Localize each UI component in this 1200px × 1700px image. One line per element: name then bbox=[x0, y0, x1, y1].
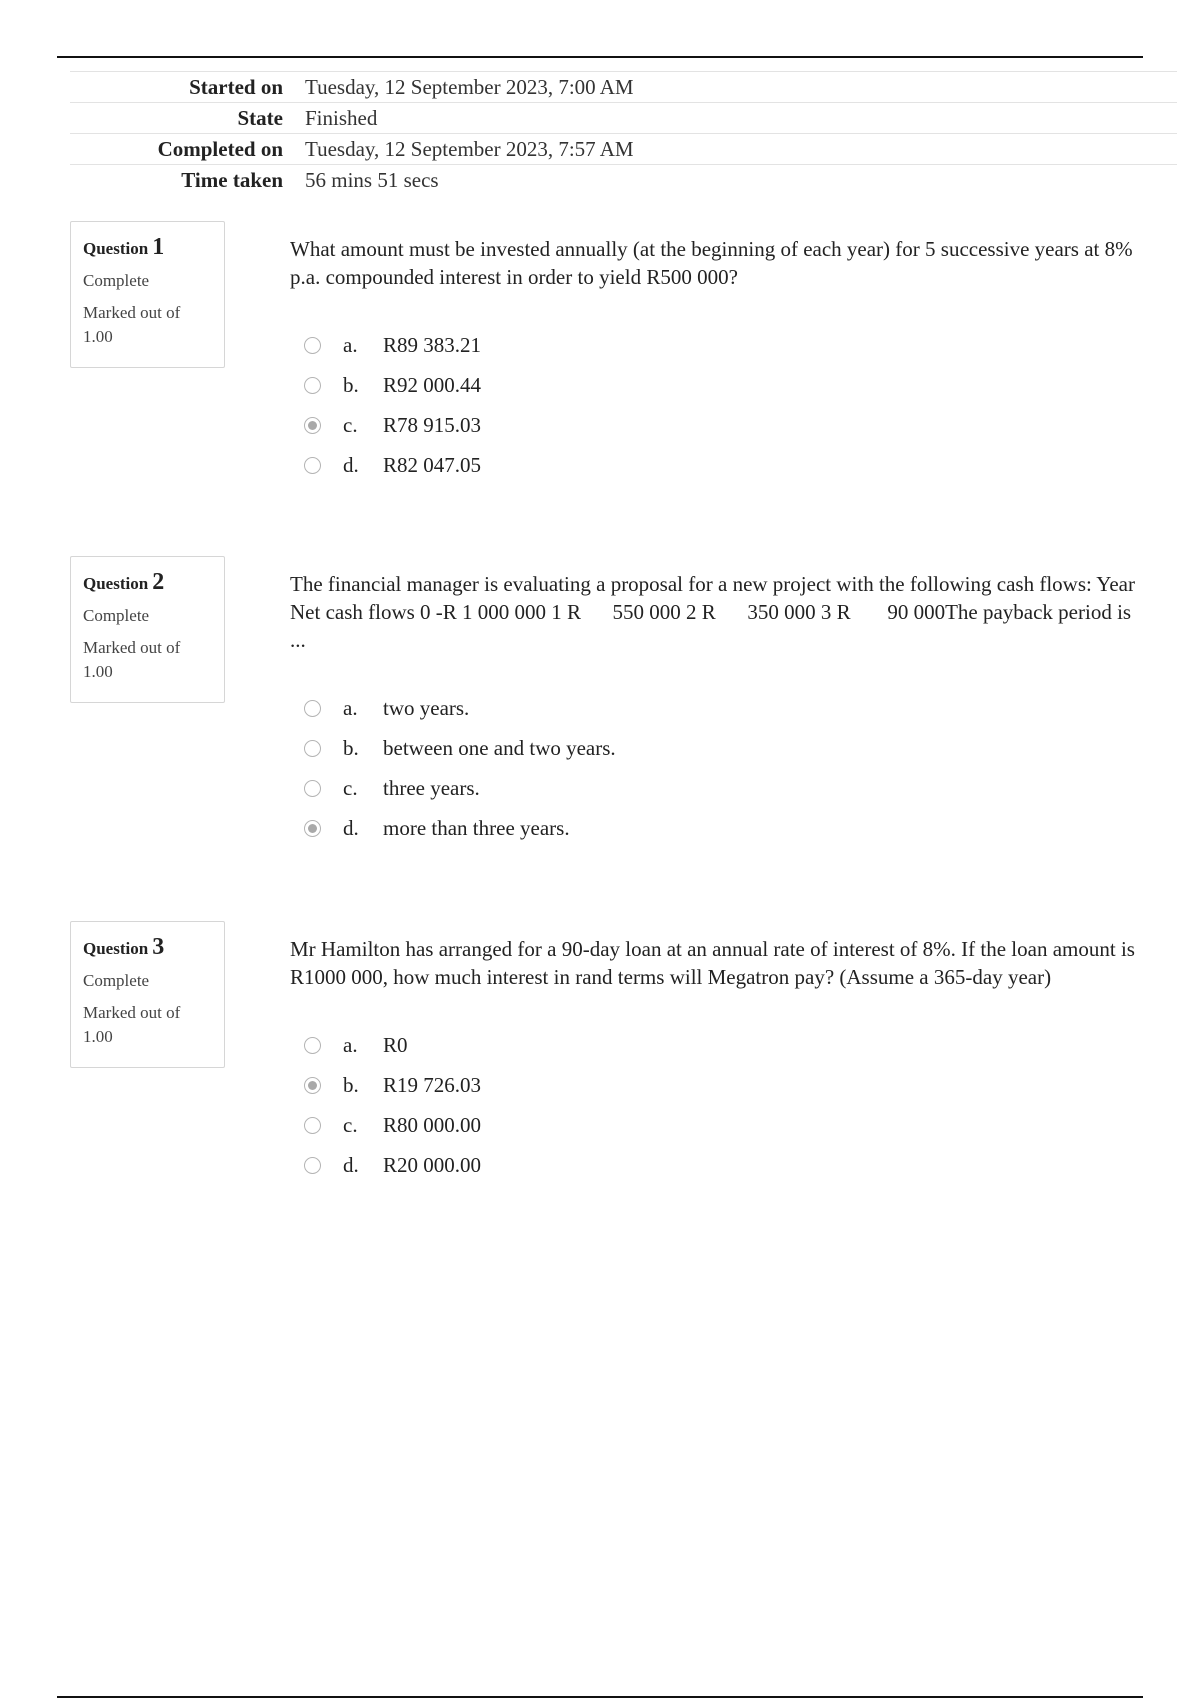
question-number bbox=[83, 934, 212, 961]
question-state: Complete bbox=[83, 271, 150, 290]
summary-value: Tuesday, 12 September 2023, 7:00 AM bbox=[305, 74, 634, 99]
question-number-value: 3 bbox=[152, 934, 165, 960]
question-label: Question bbox=[83, 574, 149, 593]
radio-button[interactable] bbox=[304, 820, 321, 837]
answer-option-d[interactable] bbox=[290, 808, 1140, 848]
answer-text: R78 915.03 bbox=[383, 412, 482, 437]
radio-button[interactable] bbox=[304, 1037, 321, 1054]
answer-letter: d. bbox=[343, 1152, 359, 1177]
answer-text: R82 047.05 bbox=[383, 452, 482, 477]
answer-text: between one and two years. bbox=[383, 735, 616, 760]
answer-letter: a. bbox=[343, 1032, 358, 1057]
question-grade: Marked out of 1.00 bbox=[83, 1003, 181, 1046]
answer-list bbox=[290, 1025, 1140, 1185]
answer-option-b[interactable] bbox=[290, 1065, 1140, 1105]
answer-letter: d. bbox=[343, 452, 359, 477]
summary-value: Finished bbox=[305, 105, 378, 130]
answer-option-d[interactable] bbox=[290, 445, 1140, 485]
summary-label: Completed on bbox=[157, 136, 283, 161]
answer-option-b[interactable] bbox=[290, 728, 1140, 768]
answer-option-a[interactable] bbox=[290, 325, 1140, 365]
answer-letter: a. bbox=[343, 695, 358, 720]
radio-button[interactable] bbox=[304, 740, 321, 757]
answer-letter: a. bbox=[343, 332, 358, 357]
summary-row-started bbox=[70, 71, 1177, 102]
summary-label: State bbox=[237, 105, 283, 130]
question-label: Question bbox=[83, 239, 149, 258]
top-rule bbox=[57, 56, 1143, 58]
radio-button[interactable] bbox=[304, 377, 321, 394]
bottom-rule bbox=[57, 1696, 1143, 1698]
question-number bbox=[83, 569, 212, 596]
answer-option-b[interactable] bbox=[290, 365, 1140, 405]
answer-letter: c. bbox=[343, 1112, 358, 1137]
answer-text: R89 383.21 bbox=[383, 332, 482, 357]
answer-text: more than three years. bbox=[383, 815, 570, 840]
question-content bbox=[290, 935, 1140, 1185]
summary-row-time-taken bbox=[70, 164, 1177, 195]
answer-list bbox=[290, 688, 1140, 848]
summary-value: Tuesday, 12 September 2023, 7:57 AM bbox=[305, 136, 634, 161]
answer-option-c[interactable] bbox=[290, 405, 1140, 445]
summary-row-completed bbox=[70, 133, 1177, 164]
summary-label: Started on bbox=[189, 74, 283, 99]
radio-button[interactable] bbox=[304, 700, 321, 717]
radio-button[interactable] bbox=[304, 457, 321, 474]
answer-letter: c. bbox=[343, 775, 358, 800]
question-info-box bbox=[70, 221, 225, 368]
question-text: What amount must be invested annually (at the beginning of each year) for 5 successive years at 8% p.a. compounded interest in order to yield R500 000? bbox=[290, 237, 1133, 289]
answer-option-a[interactable] bbox=[290, 688, 1140, 728]
question-info-box bbox=[70, 556, 225, 703]
question-info-box bbox=[70, 921, 225, 1068]
answer-option-c[interactable] bbox=[290, 768, 1140, 808]
question-grade: Marked out of 1.00 bbox=[83, 638, 181, 681]
summary-value: 56 mins 51 secs bbox=[305, 167, 439, 192]
radio-button[interactable] bbox=[304, 780, 321, 797]
answer-text: R80 000.00 bbox=[383, 1112, 482, 1137]
question-label: Question bbox=[83, 939, 149, 958]
answer-text: R0 bbox=[383, 1032, 408, 1057]
answer-text: R92 000.44 bbox=[383, 372, 482, 397]
summary-row-state bbox=[70, 102, 1177, 133]
answer-letter: b. bbox=[343, 1072, 359, 1097]
radio-button[interactable] bbox=[304, 417, 321, 434]
answer-list bbox=[290, 325, 1140, 485]
answer-option-a[interactable] bbox=[290, 1025, 1140, 1065]
radio-button[interactable] bbox=[304, 337, 321, 354]
attempt-summary-table bbox=[70, 71, 1177, 195]
question-content bbox=[290, 235, 1140, 485]
question-number bbox=[83, 234, 212, 261]
radio-button[interactable] bbox=[304, 1157, 321, 1174]
radio-button[interactable] bbox=[304, 1077, 321, 1094]
question-text: Mr Hamilton has arranged for a 90-day loan at an annual rate of interest of 8%. If the loan amount is R1000 000, how much interest in rand terms will Megatron pay? (Assume a 365-day year) bbox=[290, 937, 1135, 989]
question-grade: Marked out of 1.00 bbox=[83, 303, 181, 346]
answer-text: R20 000.00 bbox=[383, 1152, 482, 1177]
question-state: Complete bbox=[83, 606, 150, 625]
answer-text: R19 726.03 bbox=[383, 1072, 482, 1097]
question-text: The financial manager is evaluating a proposal for a new project with the following cash flows: Year Net cash flows 0 -R 1 000 000 1 R 550 000 2 R 350 000 3 R 90 000The payback period is ... bbox=[290, 572, 1141, 652]
answer-letter: c. bbox=[343, 412, 358, 437]
answer-letter: b. bbox=[343, 372, 359, 397]
summary-label: Time taken bbox=[181, 167, 283, 192]
radio-button[interactable] bbox=[304, 1117, 321, 1134]
answer-letter: b. bbox=[343, 735, 359, 760]
answer-text: two years. bbox=[383, 695, 470, 720]
answer-option-d[interactable] bbox=[290, 1145, 1140, 1185]
answer-option-c[interactable] bbox=[290, 1105, 1140, 1145]
question-number-value: 2 bbox=[152, 569, 165, 595]
question-state: Complete bbox=[83, 971, 150, 990]
answer-text: three years. bbox=[383, 775, 480, 800]
answer-letter: d. bbox=[343, 815, 359, 840]
question-number-value: 1 bbox=[152, 234, 165, 260]
question-content bbox=[290, 570, 1140, 848]
